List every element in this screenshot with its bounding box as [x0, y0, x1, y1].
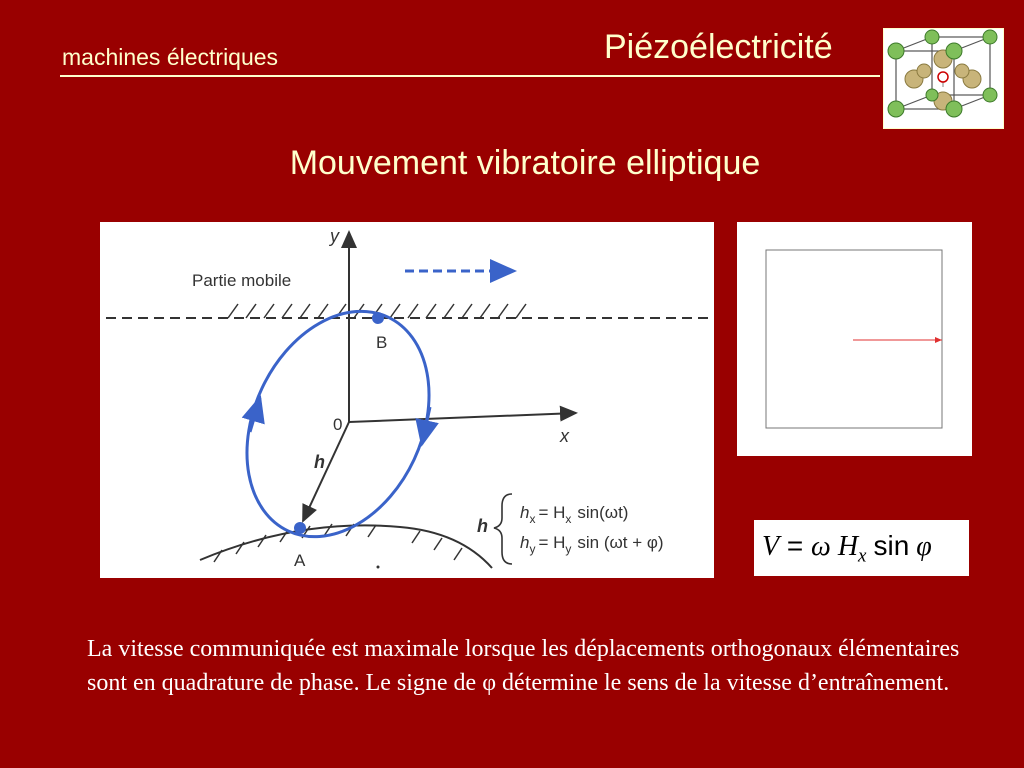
velocity-formula-box	[754, 520, 969, 576]
header-rule	[60, 75, 880, 77]
slide-title: Mouvement vibratoire elliptique	[289, 144, 761, 182]
elliptic-motion-diagram	[100, 222, 714, 578]
crystal-lattice-icon	[884, 29, 1003, 128]
point-b	[372, 312, 384, 324]
y-axis-label: y	[330, 226, 339, 246]
topic-title: Piézoélectricité	[604, 28, 833, 66]
origin-label: 0	[333, 415, 343, 434]
point-a-label: A	[294, 551, 306, 570]
equation-hx: $h_x = H_x$ sin(ωt)	[520, 503, 629, 526]
vector-h	[303, 422, 349, 521]
system-h-label: h	[477, 516, 488, 536]
point-a	[294, 522, 306, 534]
animation-frame	[737, 222, 972, 456]
velocity-formula: V = ω $H_x$ sin φ	[762, 530, 932, 567]
trajectory-arrow-right	[422, 407, 430, 444]
vector-h-label: h	[314, 452, 325, 472]
equation-hy: $h_y = H_y$ sin (ωt + φ)	[520, 533, 664, 556]
x-axis-label: x	[560, 426, 569, 446]
equation-brace	[494, 494, 512, 564]
course-title: machines électriques	[62, 44, 279, 70]
animation-box-outline	[766, 250, 942, 428]
point-b-label: B	[376, 333, 388, 352]
stator-surface-curve	[200, 525, 492, 568]
crystal-structure-image	[883, 28, 1004, 129]
x-axis	[349, 413, 576, 422]
explanation-text: La vitesse communiquée est maximale lorsque les déplacements orthogonaux élémentaires sont en quadrature de phase. Le signe de φ détermine le sens de la vitesse d’entraînement.	[87, 636, 960, 696]
mobile-part-label: Partie mobile	[192, 271, 292, 290]
